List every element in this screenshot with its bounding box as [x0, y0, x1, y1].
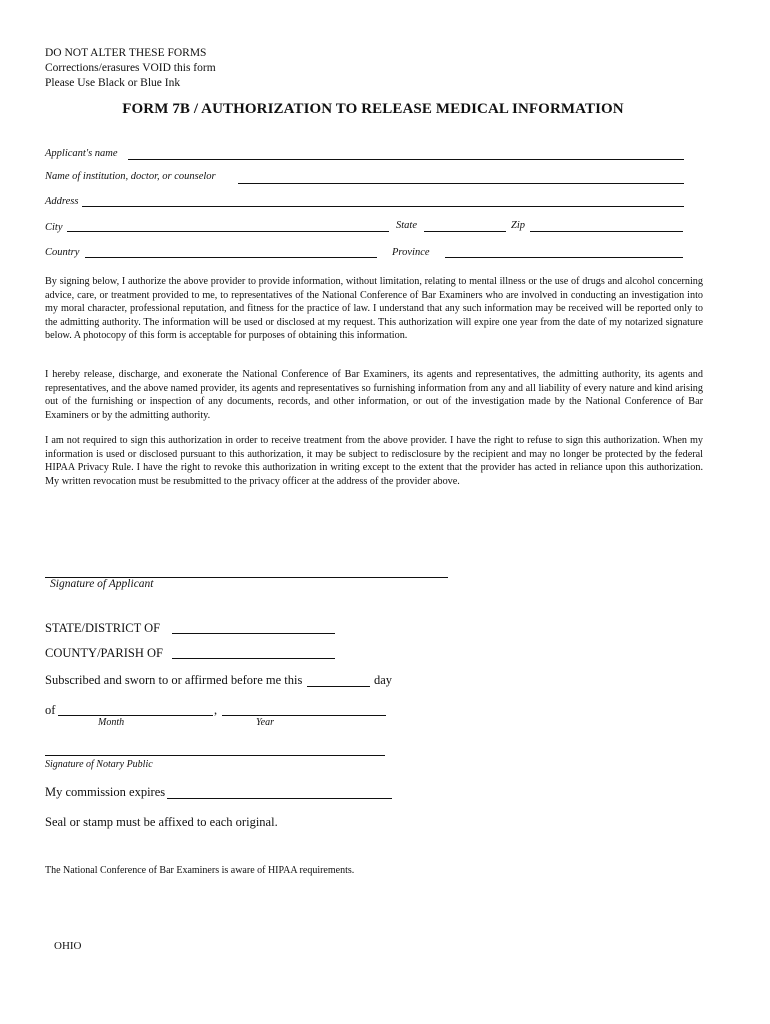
instruction-line-1: DO NOT ALTER THESE FORMS [45, 47, 207, 59]
notary-signature-label: Signature of Notary Public [45, 759, 153, 770]
hipaa-rights-paragraph: I am not required to sign this authorization in order to receive treatment from the above provider. I have the right to refuse to sign this authorization. When my information is used or disclosed pursuant to this authorization, it may be subject to redisclosure by the recipient and may no longer be protected by the federal HIPAA Privacy Rule. I have the right to revoke this authorization in writing except to the extent that the provider has acted in reliance upon this authorization. My written revocation must be resubmitted to the privacy officer at the address of the provider above. [45, 435, 703, 487]
state-code: OHIO [54, 940, 82, 952]
address-field[interactable] [82, 206, 684, 207]
month-label: Month [98, 717, 125, 728]
month-field[interactable] [58, 715, 213, 716]
address-label: Address [45, 196, 79, 207]
release-paragraph: I hereby release, discharge, and exonerate the National Conference of Bar Examiners, its agents and representatives, the admitting authority, its agents and representatives, and the above named provider, its agents and representatives so furnishing information from any and all liability of every nature and kind arising out of the furnishing or inspection of any documents, records, and other information, or out of the investigation made by the National Conference of Bar Examiners or by the admitting authority. [45, 369, 703, 421]
province-field[interactable] [445, 257, 683, 258]
instruction-line-2: Corrections/erasures VOID this form [45, 62, 216, 74]
authorization-paragraph: By signing below, I authorize the above provider to provide information, without limitation, relating to mental illness or the use of drugs and alcohol concerning advice, care, or treatment provided to me, to representatives of the National Conference of Bar Examiners who are involved in conducting an investigation into my moral character, professional reputation, and fitness for the practice of law. I understand that any such information may be received will be reported only to the admitting authority. The information will be used or disclosed at my request. This authorization will expire one year from the date of my notarized signature below. A photocopy of this form is acceptable for purposes of obtaining this information. [45, 276, 703, 341]
zip-field[interactable] [530, 231, 683, 232]
applicant-name-label: Applicant's name [45, 148, 118, 159]
county-parish-label: COUNTY/PARISH OF [45, 646, 163, 660]
county-parish-field[interactable] [172, 658, 335, 659]
commission-label: My commission expires [45, 785, 166, 799]
city-field[interactable] [67, 231, 389, 232]
seal-instruction: Seal or stamp must be affixed to each original. [45, 815, 278, 829]
institution-label: Name of institution, doctor, or counselor [45, 171, 216, 182]
instruction-line-3: Please Use Black or Blue Ink [45, 77, 181, 89]
state-district-label: STATE/DISTRICT OF [45, 621, 161, 635]
zip-label: Zip [511, 220, 526, 231]
of-label: of [45, 703, 56, 717]
year-label: Year [256, 717, 274, 728]
city-label: City [45, 222, 63, 233]
state-field[interactable] [424, 231, 506, 232]
state-label: State [396, 220, 417, 231]
year-field[interactable] [222, 715, 386, 716]
comma-separator: , [214, 703, 218, 717]
day-field[interactable] [307, 686, 370, 687]
province-label: Province [392, 247, 430, 258]
commission-field[interactable] [167, 798, 392, 799]
applicant-signature-label: Signature of Applicant [50, 578, 154, 590]
institution-field[interactable] [238, 183, 684, 184]
applicant-name-field[interactable] [128, 159, 684, 160]
country-field[interactable] [85, 257, 377, 258]
notary-signature-field[interactable] [45, 755, 385, 756]
subscribed-prefix: Subscribed and sworn to or affirmed before me this [45, 673, 303, 687]
hipaa-note: The National Conference of Bar Examiners is aware of HIPAA requirements. [45, 865, 355, 876]
state-district-field[interactable] [172, 633, 335, 634]
subscribed-suffix: day [374, 673, 393, 687]
form-title: FORM 7B / AUTHORIZATION TO RELEASE MEDICAL INFORMATION [122, 101, 624, 117]
country-label: Country [45, 247, 80, 258]
